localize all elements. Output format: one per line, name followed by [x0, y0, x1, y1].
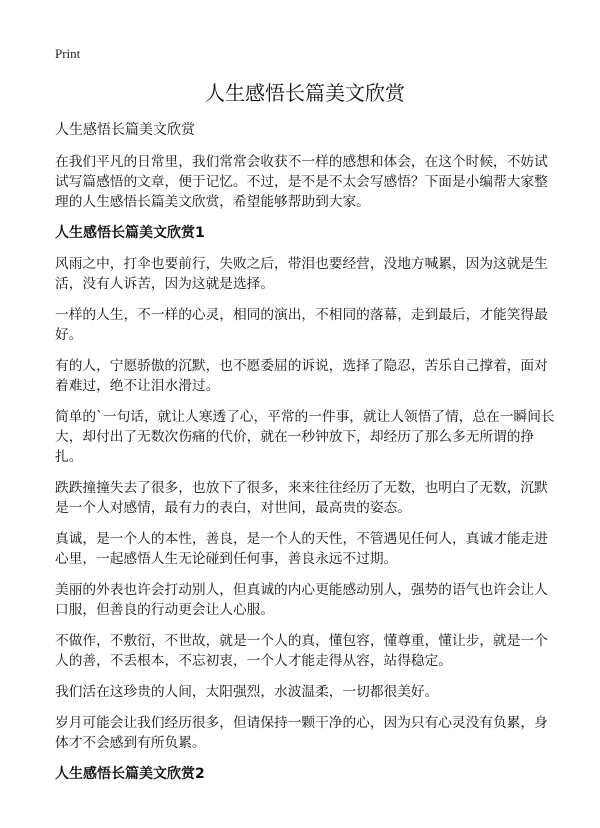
print-link[interactable]: Print [55, 46, 81, 61]
page-title: 人生感悟长篇美文欣赏 [205, 81, 405, 105]
paragraph: 跌跌撞撞失去了很多，也放下了很多，来来往往经历了无数，也明白了无数，沉默是一个人对感情，最有力的表白，对世间，最高贵的姿态。 [55, 480, 548, 516]
intro-paragraph: 在我们平凡的日常里，我们常常会收获不一样的感想和体会，在这个时候，不妨试试写篇感悟的文章，便于记忆。不过，是不是不太会写感悟？下面是小编帮大家整理的人生感悟长篇美文欣赏，希望能够帮助到大家。 [55, 154, 548, 210]
article [55, 80, 555, 795]
paragraph: 美丽的外表也许会打动别人，但真诚的内心更能感动别人，强势的语气也许会让人口服，但善良的行动更会让人心服。 [55, 582, 548, 618]
section-heading-1: 人生感悟长篇美文欣赏1 [55, 225, 205, 241]
paragraph: 真诚，是一个人的本性，善良，是一个人的天性，不管遇见任何人，真诚才能走进心里，一起感悟人生无论碰到任何事，善良永远不过期。 [55, 531, 548, 567]
paragraph: 不做作，不敷衍，不世故，就是一个人的真，懂包容，懂尊重，懂让步，就是一个人的善，不丢根本，不忘初衷，一个人才能走得从容，站得稳定。 [55, 633, 548, 669]
paragraph: 简单的`一句话，就让人寒透了心，平常的一件事，就让人领悟了情，总在一瞬间长大，却付出了无数次伤痛的代价，就在一秒钟放下，却经历了那么多无所谓的挣扎。 [55, 409, 555, 465]
paragraph: 有的人，宁愿骄傲的沉默，也不愿委屈的诉说，选择了隐忍，苦乐自己撑着，面对着难过，绝不让泪水滑过。 [55, 358, 548, 394]
paragraph: 风雨之中，打伞也要前行，失败之后，带泪也要经营，没地方喊累，因为这就是生活，没有人诉苦，因为这就是选择。 [55, 256, 548, 292]
paragraph: 一样的人生，不一样的心灵，相同的演出，不相同的落幕，走到最后，才能笑得最好。 [55, 307, 548, 343]
paragraph: 岁月可能会让我们经历很多，但请保持一颗干净的心，因为只有心灵没有负累，身体才不会感到有所负累。 [55, 715, 548, 751]
paragraph: 我们活在这珍贵的人间，太阳强烈，水波温柔，一切都很美好。 [55, 684, 439, 700]
section-heading-2: 人生感悟长篇美文欣赏2 [55, 766, 205, 782]
article-subtitle: 人生感悟长篇美文欣赏 [55, 122, 195, 138]
